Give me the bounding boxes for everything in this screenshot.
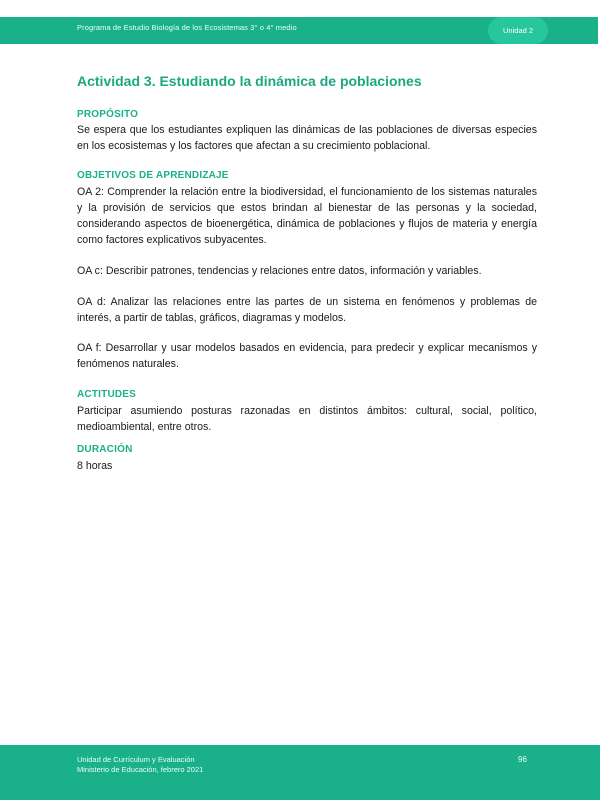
oac-text: OA c: Describir patrones, tendencias y relaciones entre datos, información y variables. xyxy=(77,265,482,277)
proposito-text: Se espera que los estudiantes expliquen las dinámicas de las poblaciones de diversas especies en los ecosistemas y los factores que afectan a su crecimiento poblacional. xyxy=(77,124,537,152)
oa2-text: OA 2: Comprender la relación entre la biodiversidad, el funcionamiento de los sistemas naturales y la provisión de servicios que estos brindan al bienestar de las personas y la sociedad, considerando aspectos de bioenergética, dinámica de poblaciones y flujos de materia y energía como factores explicativos subyacentes. xyxy=(77,186,537,246)
page-header xyxy=(0,17,598,44)
page-footer xyxy=(0,745,600,800)
actitudes-text: Participar asumiendo posturas razonadas en distintos ámbitos: cultural, social, político, medioambiental, entre otros. xyxy=(77,405,537,433)
objetivos-heading: OBJETIVOS DE APRENDIZAJE xyxy=(77,170,229,181)
program-title: Programa de Estudio Biología de los Ecosistemas 3° o 4° medio xyxy=(77,23,297,32)
duracion-text: 8 horas xyxy=(77,460,113,472)
oaf-text: OA f: Desarrollar y usar modelos basados en evidencia, para predecir y explicar mecanismos y fenómenos naturales. xyxy=(77,342,537,370)
proposito-heading: PROPÓSITO xyxy=(77,109,139,120)
activity-title: Actividad 3. Estudiando la dinámica de poblaciones xyxy=(77,73,422,89)
footer-ministry: Ministerio de Educación, febrero 2021 xyxy=(77,765,204,774)
page-number: 96 xyxy=(518,755,527,764)
unit-badge xyxy=(488,17,598,44)
oad-text: OA d: Analizar las relaciones entre las partes de un sistema en fenómenos y problemas de interés, a partir de tablas, gráficos, diagramas y modelos. xyxy=(77,296,537,324)
duracion-heading: DURACIÓN xyxy=(77,444,133,455)
actitudes-heading: ACTITUDES xyxy=(77,389,137,400)
footer-unit: Unidad de Currículum y Evaluación xyxy=(77,755,195,764)
unit-badge-pill xyxy=(488,17,548,44)
unit-label: Unidad 2 xyxy=(502,26,534,35)
